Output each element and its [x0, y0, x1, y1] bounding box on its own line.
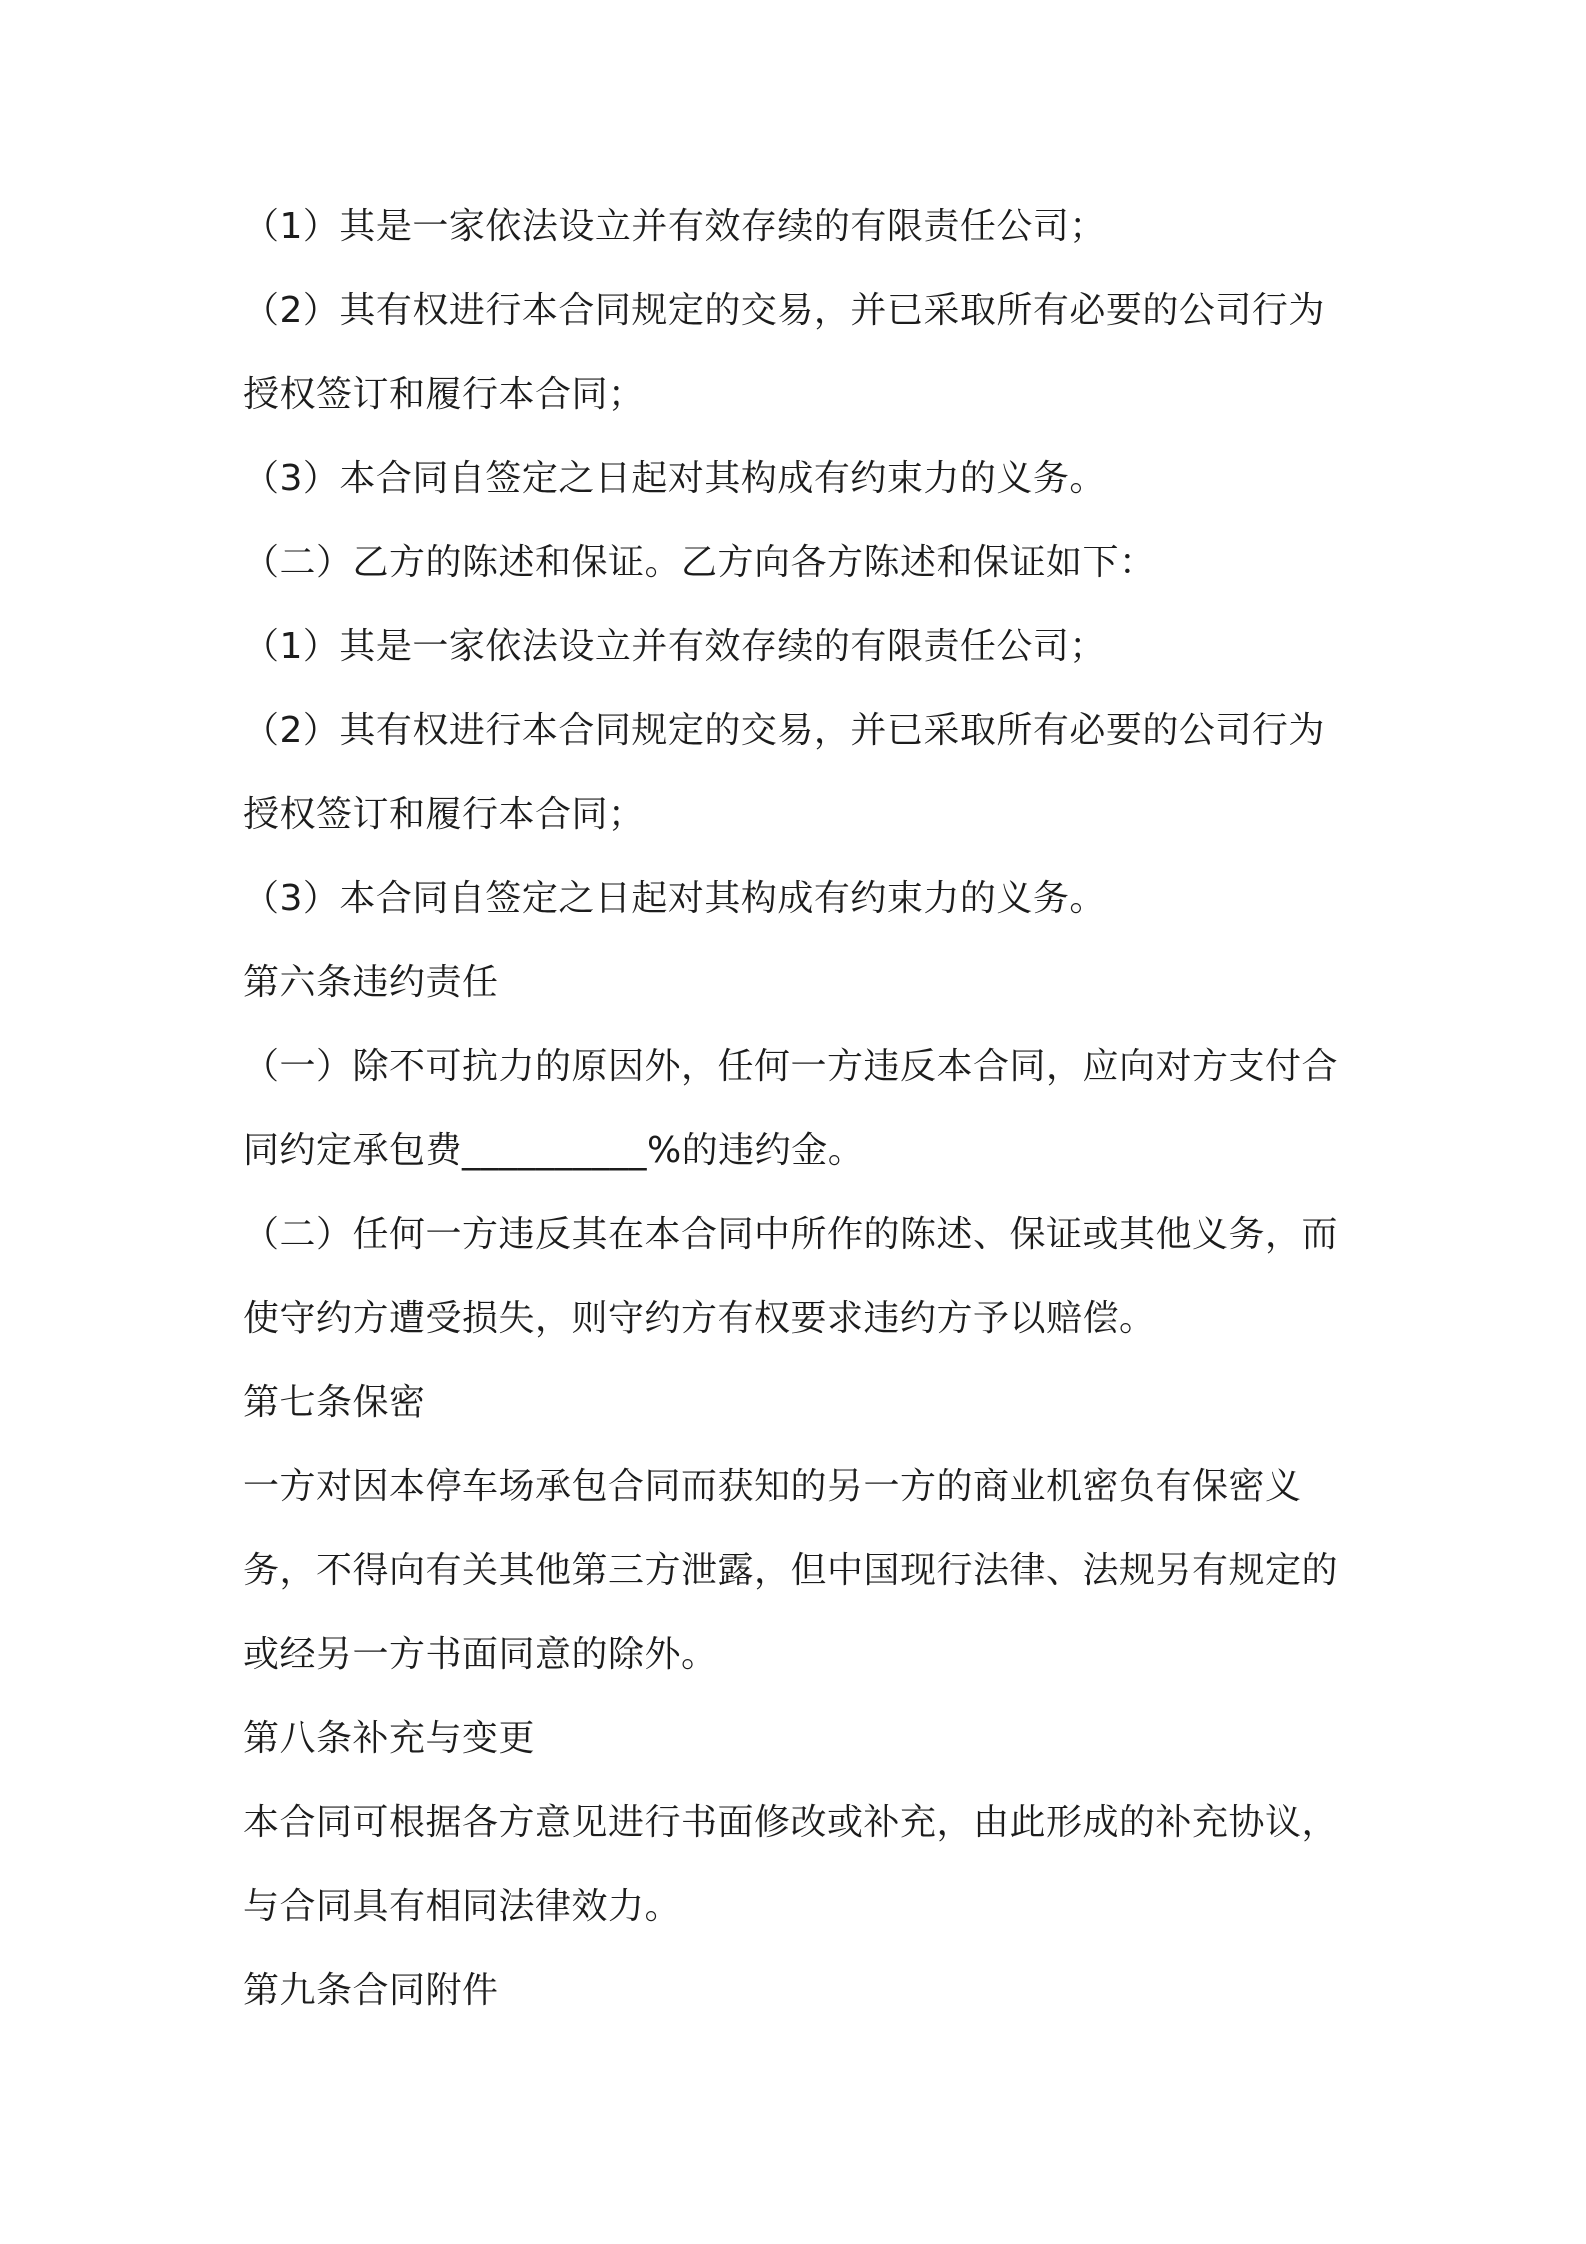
article-8-heading: 第八条补充与变更	[243, 1718, 536, 1759]
article-6-item-1: （一）除不可抗力的原因外，任何一方违反本合同，应向对方支付合	[243, 1046, 1339, 1087]
article-8-body-line-1: 本合同可根据各方意见进行书面修改或补充，由此形成的补充协议，	[243, 1802, 1339, 1843]
document-body	[243, 185, 1353, 2033]
article-7-heading: 第七条保密	[243, 1382, 426, 1423]
article-6-item-2-cont: 使守约方遭受损失，则守约方有权要求违约方予以赔偿。	[243, 1298, 1156, 1339]
party-b-clause-3: （3）本合同自签定之日起对其构成有约束力的义务。	[243, 878, 1106, 919]
party-b-clause-1: （1）其是一家依法设立并有效存续的有限责任公司；	[243, 626, 1106, 667]
party-b-clause-2: （2）其有权进行本合同规定的交易，并已采取所有必要的公司行为	[243, 710, 1325, 751]
party-a-clause-2-cont: 授权签订和履行本合同；	[243, 374, 645, 415]
article-6-item-2: （二）任何一方违反其在本合同中所作的陈述、保证或其他义务，而	[243, 1214, 1339, 1255]
party-a-clause-2: （2）其有权进行本合同规定的交易，并已采取所有必要的公司行为	[243, 290, 1325, 331]
article-7-body-line-3: 或经另一方书面同意的除外。	[243, 1634, 718, 1675]
article-6-heading: 第六条违约责任	[243, 962, 499, 1003]
article-8-body-line-2: 与合同具有相同法律效力。	[243, 1886, 682, 1927]
party-b-clause-2-cont: 授权签订和履行本合同；	[243, 794, 645, 835]
article-7-body-line-1: 一方对因本停车场承包合同而获知的另一方的商业机密负有保密义	[243, 1466, 1302, 1507]
party-a-clause-3: （3）本合同自签定之日起对其构成有约束力的义务。	[243, 458, 1106, 499]
article-6-item-1-cont: 同约定承包费__________%的违约金。	[243, 1130, 865, 1171]
party-b-heading: （二）乙方的陈述和保证。乙方向各方陈述和保证如下：	[243, 542, 1156, 583]
party-a-clause-1: （1）其是一家依法设立并有效存续的有限责任公司；	[243, 206, 1106, 247]
article-9-heading: 第九条合同附件	[243, 1970, 499, 2011]
article-7-body-line-2: 务，不得向有关其他第三方泄露，但中国现行法律、法规另有规定的	[243, 1550, 1339, 1591]
